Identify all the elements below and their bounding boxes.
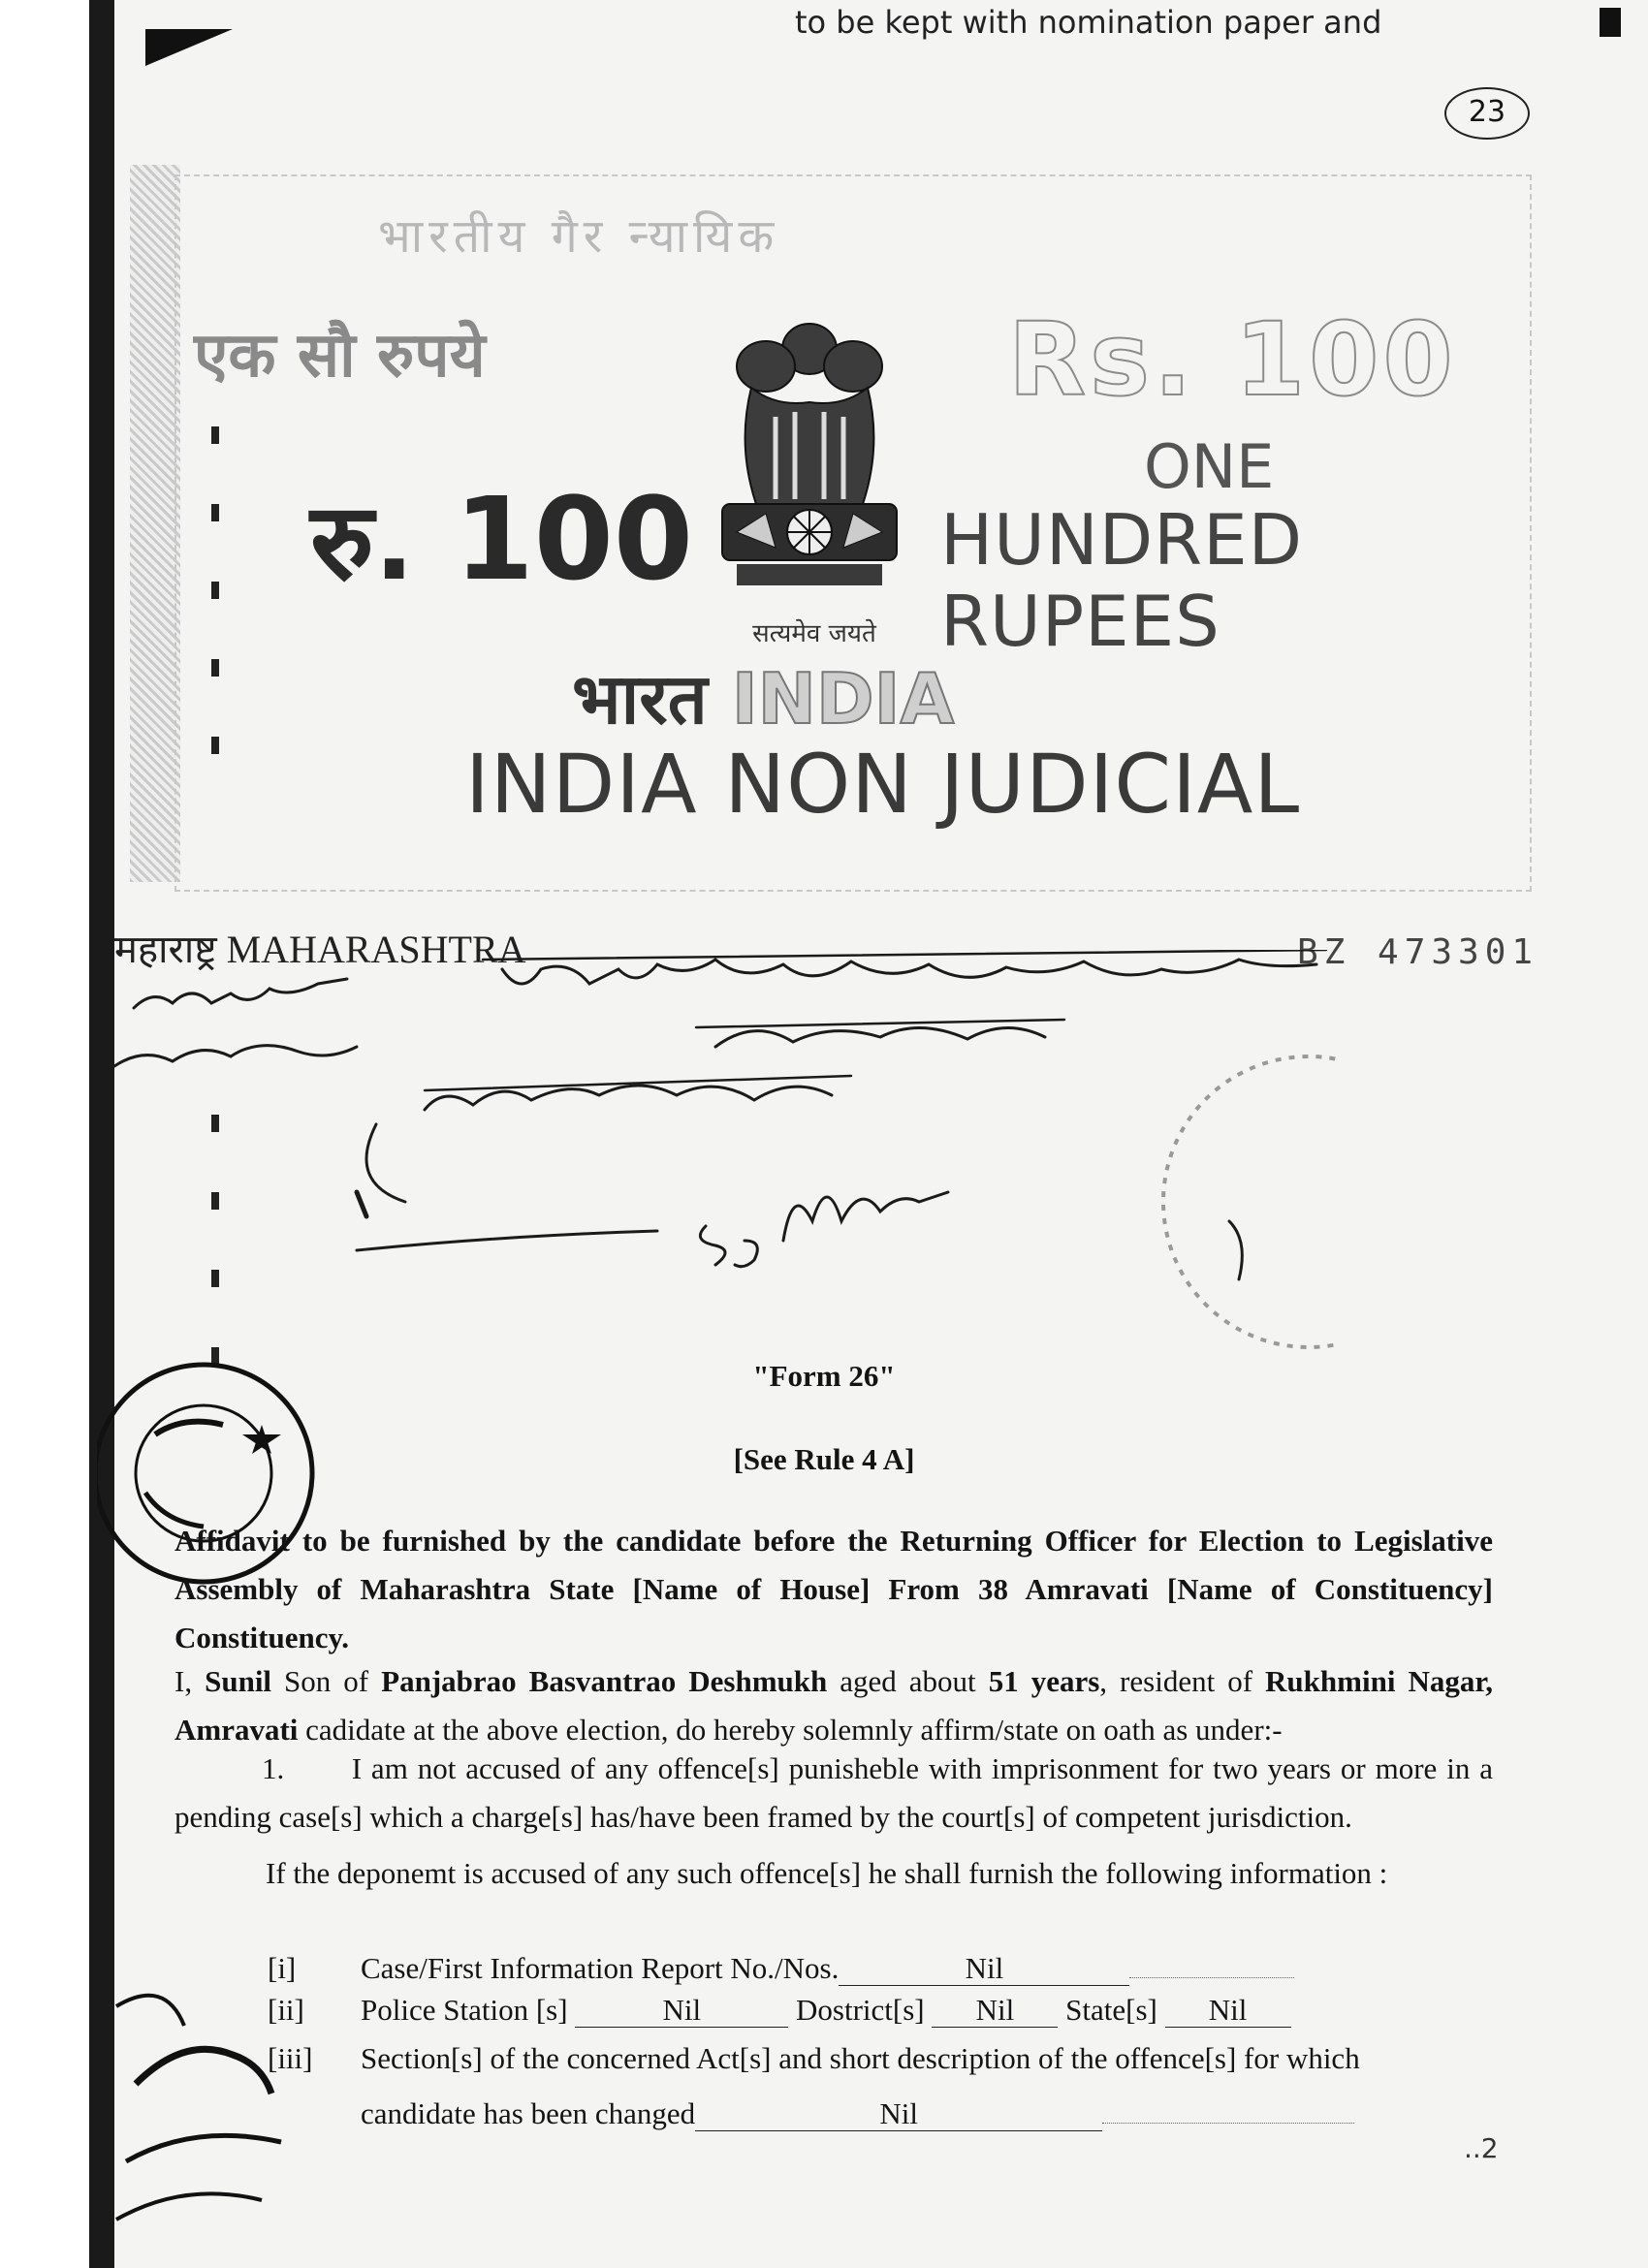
stamp-bharat: भारत: [572, 658, 708, 740]
faint-round-seal-icon: [1144, 1037, 1338, 1367]
emblem-motto: सत्यमेव जयते: [752, 619, 876, 648]
corner-flag-shape: [145, 29, 233, 66]
form-title: "Form 26": [752, 1359, 896, 1393]
police-station-value: Nil: [575, 1994, 788, 2028]
intro-text: I,: [174, 1664, 206, 1698]
deponent-address: Rukhmini Nagar, Amravati: [174, 1664, 1494, 1747]
section-label-cont: candidate has been changed: [361, 2096, 696, 2130]
dotted-fill: [1102, 2090, 1354, 2124]
stamp-hindi-header: भारतीय गैर न्यायिक: [378, 209, 780, 264]
form-rule: [See Rule 4 A]: [733, 1442, 915, 1476]
state-label-english: MAHARASHTRA: [226, 928, 526, 971]
dotted-fill: [1129, 1944, 1294, 1978]
national-emblem-icon: [698, 310, 921, 601]
stamp-serial-number: BZ 473301: [1297, 932, 1539, 972]
stamp-word-one: ONE: [1144, 431, 1275, 502]
handwritten-endorsement-signature: [114, 950, 1588, 1318]
deponent-intro: [174, 1657, 1493, 1754]
state-label-hindi: महाराष्ट्र: [114, 928, 217, 971]
state-field-label: State[s]: [1065, 1993, 1157, 2027]
police-station-label: Police Station [s]: [361, 1993, 568, 2027]
detail-row-police-station: [268, 1993, 1291, 2028]
stamp-non-judicial: INDIA NON JUDICIAL: [465, 737, 1301, 832]
detail-row-case: [268, 1944, 1294, 1986]
stamp-hindi-amount: एक सौ रुपये: [194, 320, 486, 392]
item-number: 1.: [262, 1751, 285, 1785]
instruction-note: If the deponemt is accused of any such offence[s] he shall furnish the following information :: [266, 1856, 1388, 1890]
detail-mark: [i]: [268, 1951, 297, 1985]
stamp-india-line: [572, 649, 954, 744]
page-number: 23: [1444, 87, 1530, 140]
district-value: Nil: [932, 1994, 1058, 2028]
intro-text: aged about: [827, 1664, 989, 1698]
detail-row-section: [268, 2041, 1360, 2076]
section-label: Section[s] of the concerned Act[s] and short description of the offence[s] for which: [361, 2041, 1360, 2075]
deponent-age: 51 years: [988, 1664, 1100, 1698]
detail-row-section-cont: [361, 2090, 1354, 2131]
continuation-mark: ..2: [1464, 2132, 1499, 2164]
binding-edge: [0, 0, 114, 2268]
affidavit-heading: Affidavit to be furnished by the candidate before the Returning Officer for Election to Legislative Assembly of Maharashtra State [Name of House] From 38 Amravati [Name of Constituency] Constituency.: [174, 1524, 1493, 1654]
declaration-item-1: [174, 1745, 1493, 1842]
deponent-father-name: Panjabrao Basvantrao Deshmukh: [381, 1664, 828, 1698]
detail-mark: [ii]: [268, 1993, 304, 2027]
stamp-amount-number: 100: [454, 472, 693, 606]
stamp-amount: [310, 465, 693, 611]
intro-text: , resident of: [1099, 1664, 1266, 1698]
stamp-rs-outline: Rs. 100: [1008, 300, 1457, 419]
deponent-name: Sunil: [205, 1664, 272, 1698]
state-value: Nil: [1165, 1994, 1291, 2028]
section-value: Nil: [695, 2097, 1102, 2131]
rupee-symbol: रु.: [310, 480, 415, 604]
district-label: Dostrict[s]: [796, 1993, 925, 2027]
detail-label: Case/First Information Report No./Nos.: [361, 1951, 840, 1985]
top-note: to be kept with nomination paper and: [795, 4, 1382, 41]
stamp-amount-words: HUNDRED RUPEES: [940, 499, 1304, 662]
stamp-perforation-strip: [130, 165, 180, 882]
intro-text: Son of: [271, 1664, 382, 1698]
intro-text: cadidate at the above election, do hereby solemnly affirm/state on oath as under:-: [298, 1713, 1283, 1747]
stamp-india: INDIA: [731, 658, 955, 740]
stamp-paper: [174, 174, 1532, 892]
case-number-value: Nil: [839, 1952, 1129, 1986]
top-bar-mark: [1600, 8, 1621, 37]
item-text: I am not accused of any offence[s] punisheble with imprisonment for two years or more in a pending case[s] which a charge[s] has/have been framed by the court[s] of competent jurisdiction.: [174, 1751, 1494, 1834]
detail-mark: [iii]: [268, 2041, 313, 2075]
